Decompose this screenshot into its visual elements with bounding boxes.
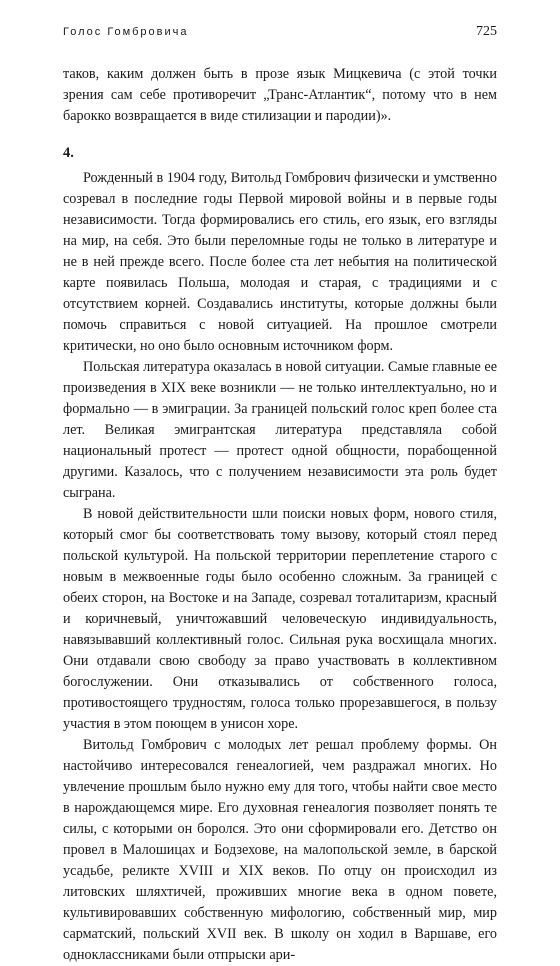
body-paragraph: Рожденный в 1904 году, Витольд Гомбрович физически и умственно созревал в последние годы Первой мировой войны и в первые годы независимости. Тогда формировались его стиль, его язык, его взгляды на мир, на себя. Это были переломные годы не только в литературе и не в ней прежде всего. После более ста лет небытия на политической карте появилась Польша, молодая и старая, с традициями и с отсутствием корней. Создавались институты, которые должны были помочь справиться с новой ситуацией. На прошлое смотрели критически, но оно было основным источником форм. bbox=[63, 170, 497, 354]
page-number: 725 bbox=[476, 24, 497, 39]
continuation-paragraph: таков, каким должен быть в прозе язык Мицкевича (с этой точки зрения сам себе противоречит „Транс-Атлантик“, потому что в нем барокко возвращается в виде стилизации и пародии)». bbox=[63, 66, 497, 124]
body-paragraph: В новой действительности шли поиски новых форм, нового стиля, который смог бы соответствовать тому вызову, который стоял перед польской культурой. На польской территории переплетение старого с новым в межвоенные годы было особенно сложным. За границей с обеих сторон, на Востоке и на Западе, созревал тоталитаризм, красный и коричневый, уничтожавший человеческую индивидуальность, навязывавший коллективный голос. Сильная рука восхищала многих. Они отдавали свою свободу за право участвовать в коллективном богослужении. Они отказывались от собственного голоса, противостоящего трудностям, голоса только прорезавшегося, в пользу участия в этом поющем в унисон хоре. bbox=[63, 506, 497, 732]
text-block bbox=[63, 64, 497, 966]
running-head bbox=[63, 24, 497, 44]
body-paragraph: Польская литература оказалась в новой ситуации. Самые главные ее произведения в XIX веке возникли — не только интеллектуально, но и формально — в эмиграции. За границей польский голос креп более ста лет. Великая эмигрантская литература представляла собой национальный протест — протест одной общности, порабощенной другими. Казалось, что с получением независимости эта роль будет сыграна. bbox=[63, 359, 497, 501]
body-paragraph: Витольд Гомбрович с молодых лет решал проблему формы. Он настойчиво интересовался генеалогией, чем раздражал многих. Но увлечение прошлым было нужно ему для того, чтобы найти свое место в нарождающемся мире. Его духовная генеалогия позволяет понять те силы, с которыми он боролся. Это они сформировали его. Детство он провел в Малошицах и Бодзехове, на малопольской земле, в барской усадьбе, реликте XVIII и XIX веков. По отцу он происходил из литовских шляхтичей, проживших многие века в одном повете, культивировавших собственную мифологию, собственный мир, мир сарматский, польский XVII век. В школу он ходил в Варшаве, его одноклассниками были отпрыски ари- bbox=[63, 737, 497, 963]
section-number: 4. bbox=[63, 145, 74, 161]
running-title: Голос Гомбровича bbox=[63, 26, 189, 38]
